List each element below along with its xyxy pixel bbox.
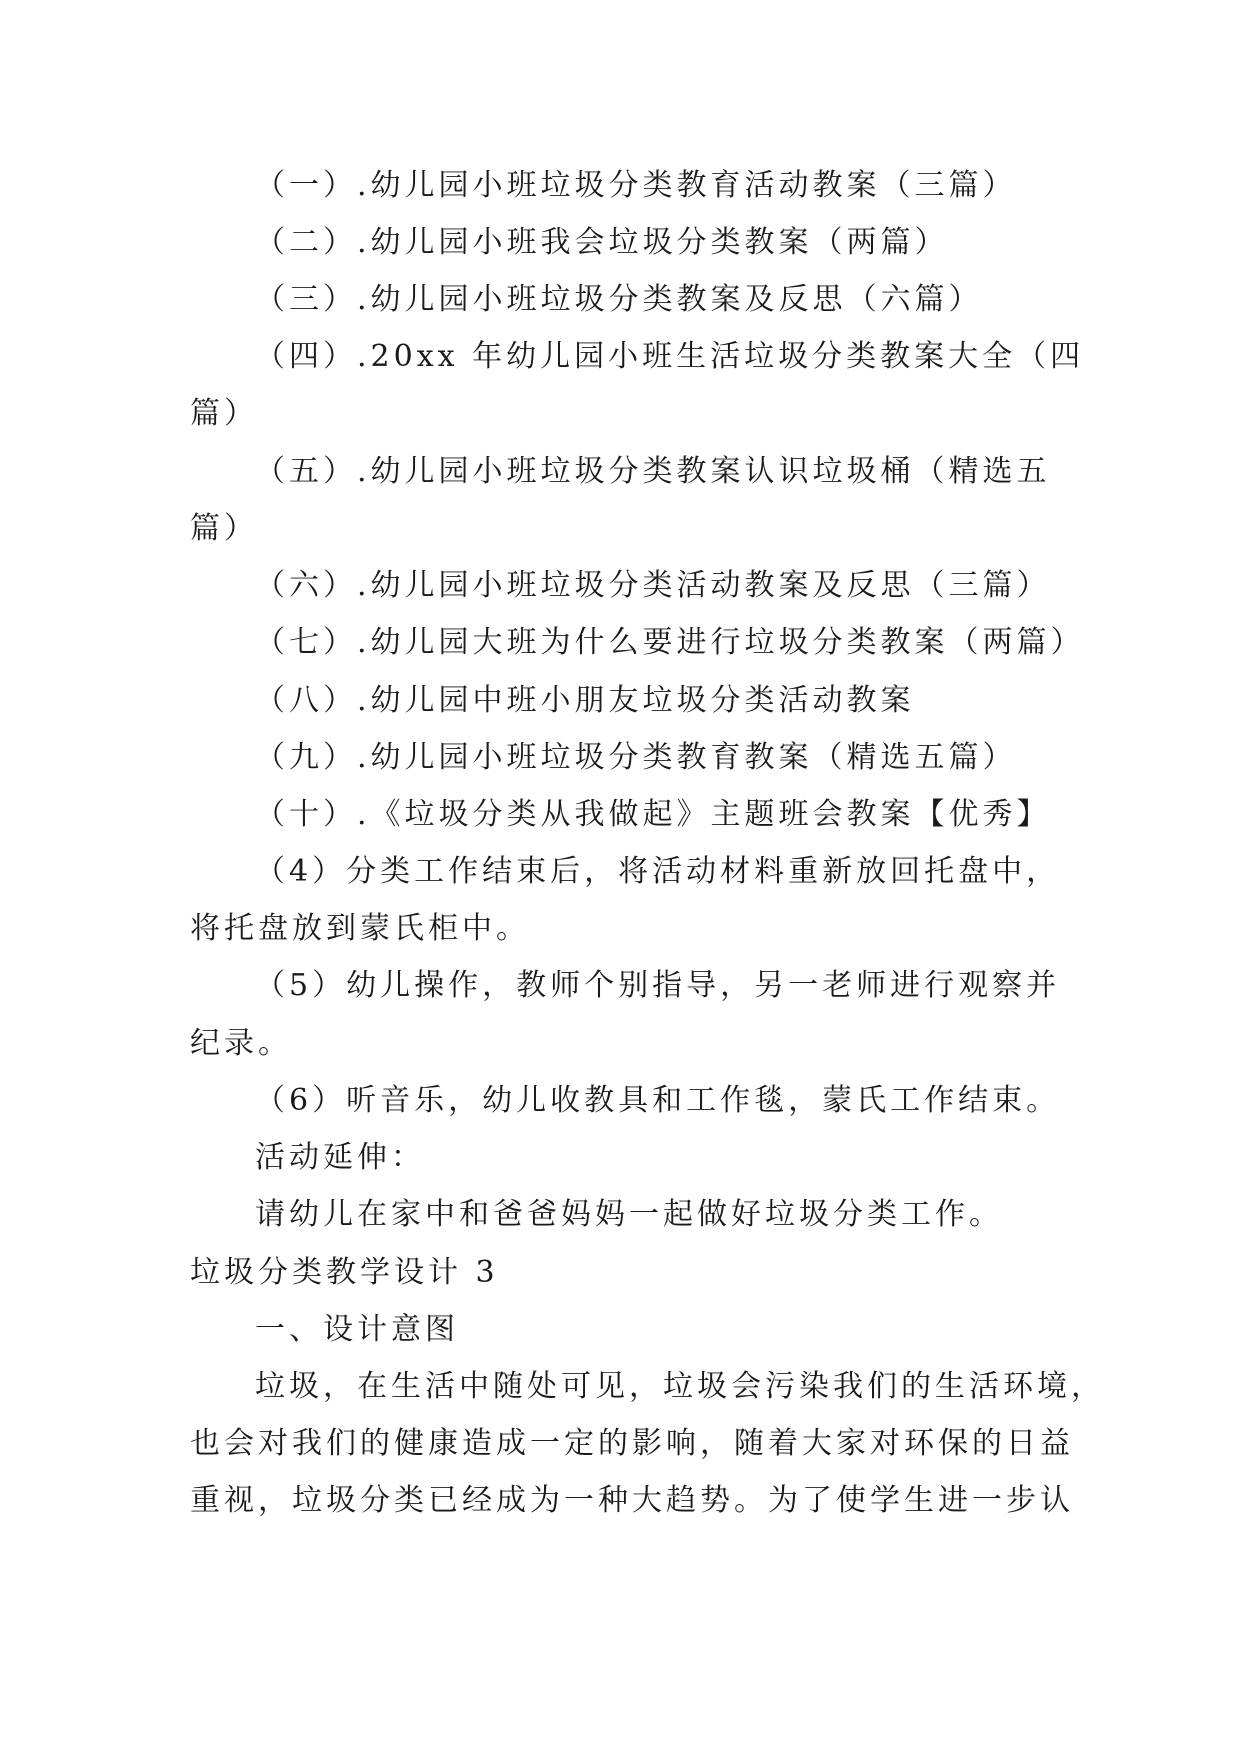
toc-item-10: （十）.《垃圾分类从我做起》主题班会教案【优秀】 [255, 797, 1051, 832]
paragraph-step-4-cont: 将托盘放到蒙氏柜中。 [190, 911, 530, 946]
paragraph-step-5: （5）幼儿操作，教师个别指导，另一老师进行观察并 [255, 968, 1061, 1003]
toc-item-8: （八）.幼儿园中班小朋友垃圾分类活动教案 [255, 683, 915, 718]
design-intent-paragraph-line-2: 也会对我们的健康造成一定的影响，随着大家对环保的日益 [190, 1426, 1074, 1461]
design-intent-paragraph-line-3: 重视，垃圾分类已经成为一种大趋势。为了使学生进一步认 [190, 1483, 1074, 1518]
activity-extension-heading: 活动延伸： [255, 1140, 425, 1175]
design-intent-paragraph-line-1: 垃圾，在生活中随处可见，垃圾会污染我们的生活环境， [255, 1369, 1105, 1404]
toc-item-5: （五）.幼儿园小班垃圾分类教案认识垃圾桶（精选五 [255, 454, 1051, 489]
paragraph-step-5-cont: 纪录。 [190, 1026, 292, 1061]
toc-item-5-cont: 篇） [190, 511, 258, 546]
toc-item-4: （四）.20xx 年幼儿园小班生活垃圾分类教案大全（四 [255, 339, 1085, 374]
toc-item-1: （一）.幼儿园小班垃圾分类教育活动教案（三篇） [255, 168, 1017, 203]
activity-extension-text: 请幼儿在家中和爸爸妈妈一起做好垃圾分类工作。 [255, 1197, 1003, 1232]
section-title: 垃圾分类教学设计 3 [190, 1255, 499, 1290]
toc-item-2: （二）.幼儿园小班我会垃圾分类教案（两篇） [255, 225, 949, 260]
paragraph-step-4: （4）分类工作结束后，将活动材料重新放回托盘中， [255, 854, 1061, 889]
toc-item-7: （七）.幼儿园大班为什么要进行垃圾分类教案（两篇） [255, 625, 1085, 660]
toc-item-6: （六）.幼儿园小班垃圾分类活动教案及反思（三篇） [255, 568, 1051, 603]
paragraph-step-6: （6）听音乐，幼儿收教具和工作毯，蒙氏工作结束。 [255, 1083, 1061, 1118]
design-intent-heading: 一、设计意图 [255, 1312, 459, 1347]
toc-item-9: （九）.幼儿园小班垃圾分类教育教案（精选五篇） [255, 740, 1017, 775]
toc-item-4-cont: 篇） [190, 396, 258, 431]
toc-item-3: （三）.幼儿园小班垃圾分类教案及反思（六篇） [255, 282, 983, 317]
